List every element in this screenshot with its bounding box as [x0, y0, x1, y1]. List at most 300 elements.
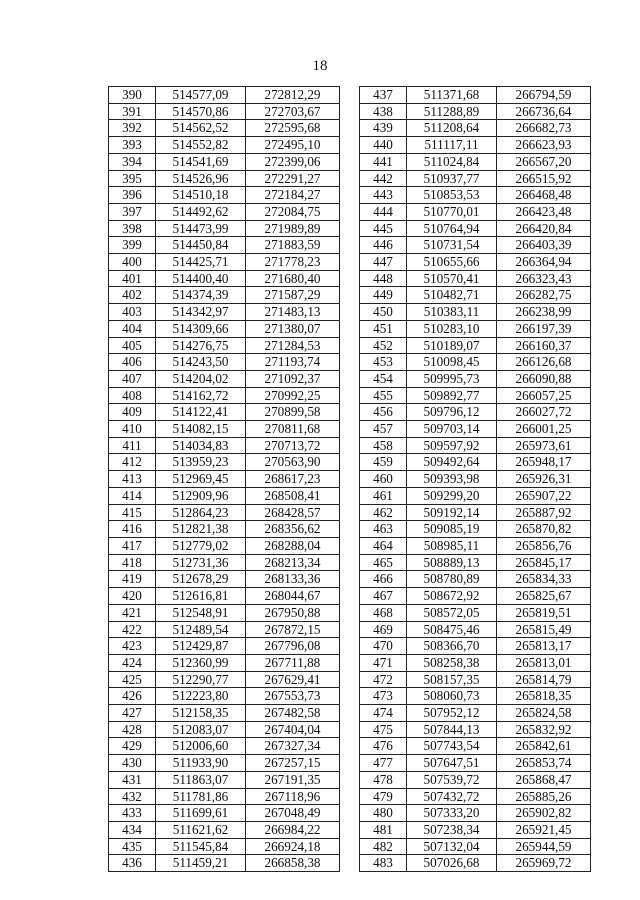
point-number-cell: 437	[360, 87, 407, 104]
x-coordinate-cell: 510731,54	[407, 237, 497, 254]
table-row	[360, 705, 591, 722]
table-row	[360, 187, 591, 204]
point-number-cell: 445	[360, 220, 407, 237]
x-coordinate-cell: 508780,89	[407, 571, 497, 588]
x-coordinate-cell: 514276,75	[156, 337, 246, 354]
x-coordinate-cell: 512429,87	[156, 638, 246, 655]
point-number-cell: 410	[109, 421, 156, 438]
point-number-cell: 441	[360, 153, 407, 170]
point-number-cell: 477	[360, 755, 407, 772]
point-number-cell: 423	[109, 638, 156, 655]
y-coordinate-cell: 271883,59	[246, 237, 340, 254]
table-row	[360, 771, 591, 788]
table-row	[360, 170, 591, 187]
table-row	[109, 537, 340, 554]
table-row	[360, 337, 591, 354]
x-coordinate-cell: 512779,02	[156, 537, 246, 554]
x-coordinate-cell: 510937,77	[407, 170, 497, 187]
y-coordinate-cell: 265885,26	[497, 788, 591, 805]
x-coordinate-cell: 510283,10	[407, 320, 497, 337]
table-row	[109, 487, 340, 504]
table-row	[109, 705, 340, 722]
y-coordinate-cell: 266238,99	[497, 304, 591, 321]
point-number-cell: 411	[109, 437, 156, 454]
y-coordinate-cell: 265853,74	[497, 755, 591, 772]
table-row	[109, 855, 340, 872]
table-row	[360, 287, 591, 304]
y-coordinate-cell: 271587,29	[246, 287, 340, 304]
y-coordinate-cell: 268617,23	[246, 471, 340, 488]
x-coordinate-cell: 514243,50	[156, 354, 246, 371]
x-coordinate-cell: 507132,04	[407, 838, 497, 855]
table-row	[109, 471, 340, 488]
point-number-cell: 464	[360, 537, 407, 554]
table-row	[360, 838, 591, 855]
y-coordinate-cell: 265845,17	[497, 554, 591, 571]
y-coordinate-cell: 272595,68	[246, 120, 340, 137]
y-coordinate-cell: 272812,29	[246, 87, 340, 104]
y-coordinate-cell: 266126,68	[497, 354, 591, 371]
x-coordinate-cell: 514082,15	[156, 421, 246, 438]
point-number-cell: 432	[109, 788, 156, 805]
table-row	[360, 370, 591, 387]
point-number-cell: 454	[360, 370, 407, 387]
y-coordinate-cell: 268288,04	[246, 537, 340, 554]
point-number-cell: 422	[109, 621, 156, 638]
table-body	[360, 87, 591, 872]
point-number-cell: 473	[360, 688, 407, 705]
x-coordinate-cell: 512909,96	[156, 487, 246, 504]
y-coordinate-cell: 271284,53	[246, 337, 340, 354]
point-number-cell: 478	[360, 771, 407, 788]
point-number-cell: 438	[360, 103, 407, 120]
y-coordinate-cell: 266364,94	[497, 254, 591, 271]
y-coordinate-cell: 266160,37	[497, 337, 591, 354]
table-row	[360, 688, 591, 705]
table-row	[109, 688, 340, 705]
table-row	[109, 788, 340, 805]
point-number-cell: 463	[360, 521, 407, 538]
x-coordinate-cell: 509995,73	[407, 370, 497, 387]
table-row	[109, 270, 340, 287]
point-number-cell: 434	[109, 821, 156, 838]
table-row	[360, 354, 591, 371]
table-row	[109, 504, 340, 521]
y-coordinate-cell: 267118,96	[246, 788, 340, 805]
point-number-cell: 482	[360, 838, 407, 855]
point-number-cell: 480	[360, 805, 407, 822]
y-coordinate-cell: 265902,82	[497, 805, 591, 822]
table-row	[360, 203, 591, 220]
y-coordinate-cell: 270563,90	[246, 454, 340, 471]
point-number-cell: 461	[360, 487, 407, 504]
coordinates-table-right	[359, 86, 591, 872]
y-coordinate-cell: 266282,75	[497, 287, 591, 304]
point-number-cell: 419	[109, 571, 156, 588]
y-coordinate-cell: 270811,68	[246, 421, 340, 438]
x-coordinate-cell: 512678,29	[156, 571, 246, 588]
point-number-cell: 481	[360, 821, 407, 838]
y-coordinate-cell: 266001,25	[497, 421, 591, 438]
table-row	[109, 437, 340, 454]
y-coordinate-cell: 272399,06	[246, 153, 340, 170]
x-coordinate-cell: 514162,72	[156, 387, 246, 404]
y-coordinate-cell: 265887,92	[497, 504, 591, 521]
point-number-cell: 462	[360, 504, 407, 521]
point-number-cell: 416	[109, 521, 156, 538]
point-number-cell: 443	[360, 187, 407, 204]
point-number-cell: 435	[109, 838, 156, 855]
table-row	[109, 771, 340, 788]
point-number-cell: 399	[109, 237, 156, 254]
x-coordinate-cell: 509892,77	[407, 387, 497, 404]
x-coordinate-cell: 509492,64	[407, 454, 497, 471]
y-coordinate-cell: 266858,38	[246, 855, 340, 872]
point-number-cell: 453	[360, 354, 407, 371]
y-coordinate-cell: 266423,48	[497, 203, 591, 220]
point-number-cell: 426	[109, 688, 156, 705]
x-coordinate-cell: 514342,97	[156, 304, 246, 321]
table-row	[360, 738, 591, 755]
table-row	[109, 153, 340, 170]
table-row	[109, 805, 340, 822]
y-coordinate-cell: 265856,76	[497, 537, 591, 554]
x-coordinate-cell: 514552,82	[156, 137, 246, 154]
y-coordinate-cell: 266736,64	[497, 103, 591, 120]
table-row	[360, 421, 591, 438]
point-number-cell: 440	[360, 137, 407, 154]
point-number-cell: 447	[360, 254, 407, 271]
point-number-cell: 479	[360, 788, 407, 805]
x-coordinate-cell: 510770,01	[407, 203, 497, 220]
table-row	[360, 821, 591, 838]
table-row	[109, 304, 340, 321]
x-coordinate-cell: 512290,77	[156, 671, 246, 688]
table-row	[360, 721, 591, 738]
y-coordinate-cell: 266027,72	[497, 404, 591, 421]
y-coordinate-cell: 268213,34	[246, 554, 340, 571]
table-row	[360, 471, 591, 488]
table-row	[109, 755, 340, 772]
y-coordinate-cell: 271989,89	[246, 220, 340, 237]
point-number-cell: 430	[109, 755, 156, 772]
y-coordinate-cell: 265944,59	[497, 838, 591, 855]
y-coordinate-cell: 265818,35	[497, 688, 591, 705]
x-coordinate-cell: 512731,36	[156, 554, 246, 571]
point-number-cell: 417	[109, 537, 156, 554]
y-coordinate-cell: 267048,49	[246, 805, 340, 822]
table-row	[360, 621, 591, 638]
point-number-cell: 412	[109, 454, 156, 471]
point-number-cell: 474	[360, 705, 407, 722]
table-row	[360, 320, 591, 337]
point-number-cell: 390	[109, 87, 156, 104]
point-number-cell: 452	[360, 337, 407, 354]
y-coordinate-cell: 267872,15	[246, 621, 340, 638]
point-number-cell: 396	[109, 187, 156, 204]
y-coordinate-cell: 270992,25	[246, 387, 340, 404]
point-number-cell: 444	[360, 203, 407, 220]
table-row	[109, 588, 340, 605]
point-number-cell: 406	[109, 354, 156, 371]
y-coordinate-cell: 265813,01	[497, 654, 591, 671]
table-row	[109, 137, 340, 154]
x-coordinate-cell: 514400,40	[156, 270, 246, 287]
point-number-cell: 395	[109, 170, 156, 187]
y-coordinate-cell: 265819,51	[497, 604, 591, 621]
y-coordinate-cell: 265907,22	[497, 487, 591, 504]
y-coordinate-cell: 265814,79	[497, 671, 591, 688]
table-row	[360, 805, 591, 822]
x-coordinate-cell: 514510,18	[156, 187, 246, 204]
x-coordinate-cell: 513959,23	[156, 454, 246, 471]
x-coordinate-cell: 507952,12	[407, 705, 497, 722]
table-row	[360, 504, 591, 521]
y-coordinate-cell: 265973,61	[497, 437, 591, 454]
point-number-cell: 468	[360, 604, 407, 621]
point-number-cell: 433	[109, 805, 156, 822]
table-row	[360, 855, 591, 872]
point-number-cell: 449	[360, 287, 407, 304]
point-number-cell: 483	[360, 855, 407, 872]
x-coordinate-cell: 512864,23	[156, 504, 246, 521]
x-coordinate-cell: 509703,14	[407, 421, 497, 438]
table-row	[109, 821, 340, 838]
y-coordinate-cell: 266924,18	[246, 838, 340, 855]
x-coordinate-cell: 514562,52	[156, 120, 246, 137]
y-coordinate-cell: 266468,48	[497, 187, 591, 204]
table-row	[360, 654, 591, 671]
x-coordinate-cell: 508258,38	[407, 654, 497, 671]
y-coordinate-cell: 266682,73	[497, 120, 591, 137]
point-number-cell: 407	[109, 370, 156, 387]
point-number-cell: 393	[109, 137, 156, 154]
point-number-cell: 425	[109, 671, 156, 688]
y-coordinate-cell: 271778,23	[246, 254, 340, 271]
x-coordinate-cell: 512223,80	[156, 688, 246, 705]
table-row	[109, 87, 340, 104]
x-coordinate-cell: 512158,35	[156, 705, 246, 722]
x-coordinate-cell: 508475,46	[407, 621, 497, 638]
x-coordinate-cell: 509393,98	[407, 471, 497, 488]
y-coordinate-cell: 265815,49	[497, 621, 591, 638]
table-row	[360, 788, 591, 805]
table-row	[109, 103, 340, 120]
point-number-cell: 451	[360, 320, 407, 337]
y-coordinate-cell: 271680,40	[246, 270, 340, 287]
y-coordinate-cell: 265842,61	[497, 738, 591, 755]
point-number-cell: 420	[109, 588, 156, 605]
x-coordinate-cell: 510655,66	[407, 254, 497, 271]
point-number-cell: 456	[360, 404, 407, 421]
point-number-cell: 428	[109, 721, 156, 738]
x-coordinate-cell: 512083,07	[156, 721, 246, 738]
point-number-cell: 436	[109, 855, 156, 872]
y-coordinate-cell: 266197,39	[497, 320, 591, 337]
table-row	[360, 103, 591, 120]
x-coordinate-cell: 507647,51	[407, 755, 497, 772]
y-coordinate-cell: 268508,41	[246, 487, 340, 504]
y-coordinate-cell: 266515,92	[497, 170, 591, 187]
point-number-cell: 466	[360, 571, 407, 588]
point-number-cell: 448	[360, 270, 407, 287]
table-row	[360, 87, 591, 104]
x-coordinate-cell: 507844,13	[407, 721, 497, 738]
x-coordinate-cell: 510764,94	[407, 220, 497, 237]
point-number-cell: 414	[109, 487, 156, 504]
x-coordinate-cell: 514034,83	[156, 437, 246, 454]
y-coordinate-cell: 268428,57	[246, 504, 340, 521]
x-coordinate-cell: 510383,11	[407, 304, 497, 321]
x-coordinate-cell: 511699,61	[156, 805, 246, 822]
x-coordinate-cell: 510482,71	[407, 287, 497, 304]
table-row	[360, 120, 591, 137]
point-number-cell: 427	[109, 705, 156, 722]
x-coordinate-cell: 511621,62	[156, 821, 246, 838]
table-row	[109, 404, 340, 421]
y-coordinate-cell: 265813,17	[497, 638, 591, 655]
point-number-cell: 465	[360, 554, 407, 571]
x-coordinate-cell: 514570,86	[156, 103, 246, 120]
table-row	[360, 220, 591, 237]
y-coordinate-cell: 267257,15	[246, 755, 340, 772]
table-row	[109, 354, 340, 371]
point-number-cell: 459	[360, 454, 407, 471]
x-coordinate-cell: 510853,53	[407, 187, 497, 204]
y-coordinate-cell: 267553,73	[246, 688, 340, 705]
x-coordinate-cell: 514122,41	[156, 404, 246, 421]
point-number-cell: 404	[109, 320, 156, 337]
x-coordinate-cell: 514526,96	[156, 170, 246, 187]
table-row	[109, 671, 340, 688]
y-coordinate-cell: 267950,88	[246, 604, 340, 621]
y-coordinate-cell: 271380,07	[246, 320, 340, 337]
point-number-cell: 418	[109, 554, 156, 571]
x-coordinate-cell: 514492,62	[156, 203, 246, 220]
x-coordinate-cell: 508366,70	[407, 638, 497, 655]
point-number-cell: 455	[360, 387, 407, 404]
table-row	[360, 254, 591, 271]
point-number-cell: 457	[360, 421, 407, 438]
x-coordinate-cell: 508572,05	[407, 604, 497, 621]
x-coordinate-cell: 511208,64	[407, 120, 497, 137]
y-coordinate-cell: 270713,72	[246, 437, 340, 454]
y-coordinate-cell: 267796,08	[246, 638, 340, 655]
table-row	[360, 304, 591, 321]
x-coordinate-cell: 511117,11	[407, 137, 497, 154]
x-coordinate-cell: 507432,72	[407, 788, 497, 805]
y-coordinate-cell: 267711,88	[246, 654, 340, 671]
table-row	[109, 337, 340, 354]
y-coordinate-cell: 265825,67	[497, 588, 591, 605]
x-coordinate-cell: 511288,89	[407, 103, 497, 120]
y-coordinate-cell: 266403,39	[497, 237, 591, 254]
x-coordinate-cell: 511545,84	[156, 838, 246, 855]
point-number-cell: 470	[360, 638, 407, 655]
y-coordinate-cell: 265868,47	[497, 771, 591, 788]
table-row	[360, 604, 591, 621]
x-coordinate-cell: 508889,13	[407, 554, 497, 571]
table-row	[360, 487, 591, 504]
x-coordinate-cell: 507539,72	[407, 771, 497, 788]
point-number-cell: 446	[360, 237, 407, 254]
x-coordinate-cell: 508060,73	[407, 688, 497, 705]
table-row	[109, 621, 340, 638]
x-coordinate-cell: 511024,84	[407, 153, 497, 170]
table-row	[109, 838, 340, 855]
table-row	[109, 220, 340, 237]
point-number-cell: 403	[109, 304, 156, 321]
point-number-cell: 408	[109, 387, 156, 404]
x-coordinate-cell: 509597,92	[407, 437, 497, 454]
table-row	[109, 203, 340, 220]
x-coordinate-cell: 511933,90	[156, 755, 246, 772]
point-number-cell: 475	[360, 721, 407, 738]
y-coordinate-cell: 266420,84	[497, 220, 591, 237]
x-coordinate-cell: 512489,54	[156, 621, 246, 638]
point-number-cell: 405	[109, 337, 156, 354]
y-coordinate-cell: 265948,17	[497, 454, 591, 471]
table-row	[360, 521, 591, 538]
y-coordinate-cell: 268356,62	[246, 521, 340, 538]
table-row	[109, 421, 340, 438]
table-row	[109, 254, 340, 271]
table-row	[360, 588, 591, 605]
y-coordinate-cell: 272291,27	[246, 170, 340, 187]
x-coordinate-cell: 507743,54	[407, 738, 497, 755]
table-row	[360, 755, 591, 772]
point-number-cell: 439	[360, 120, 407, 137]
point-number-cell: 402	[109, 287, 156, 304]
x-coordinate-cell: 508672,92	[407, 588, 497, 605]
table-row	[109, 170, 340, 187]
point-number-cell: 442	[360, 170, 407, 187]
y-coordinate-cell: 265832,92	[497, 721, 591, 738]
point-number-cell: 469	[360, 621, 407, 638]
point-number-cell: 460	[360, 471, 407, 488]
x-coordinate-cell: 514450,84	[156, 237, 246, 254]
table-row	[360, 537, 591, 554]
y-coordinate-cell: 265824,58	[497, 705, 591, 722]
point-number-cell: 472	[360, 671, 407, 688]
table-row	[360, 671, 591, 688]
point-number-cell: 392	[109, 120, 156, 137]
point-number-cell: 400	[109, 254, 156, 271]
point-number-cell: 397	[109, 203, 156, 220]
table-row	[109, 721, 340, 738]
table-row	[360, 237, 591, 254]
table-body	[109, 87, 340, 872]
table-row	[360, 454, 591, 471]
table-row	[109, 738, 340, 755]
point-number-cell: 401	[109, 270, 156, 287]
y-coordinate-cell: 266323,43	[497, 270, 591, 287]
table-row	[360, 137, 591, 154]
y-coordinate-cell: 266794,59	[497, 87, 591, 104]
point-number-cell: 415	[109, 504, 156, 521]
table-row	[360, 387, 591, 404]
y-coordinate-cell: 268044,67	[246, 588, 340, 605]
point-number-cell: 394	[109, 153, 156, 170]
y-coordinate-cell: 271193,74	[246, 354, 340, 371]
x-coordinate-cell: 512969,45	[156, 471, 246, 488]
table-row	[109, 320, 340, 337]
coordinates-table-left	[108, 86, 340, 872]
y-coordinate-cell: 272084,75	[246, 203, 340, 220]
point-number-cell: 413	[109, 471, 156, 488]
y-coordinate-cell: 268133,36	[246, 571, 340, 588]
x-coordinate-cell: 509192,14	[407, 504, 497, 521]
